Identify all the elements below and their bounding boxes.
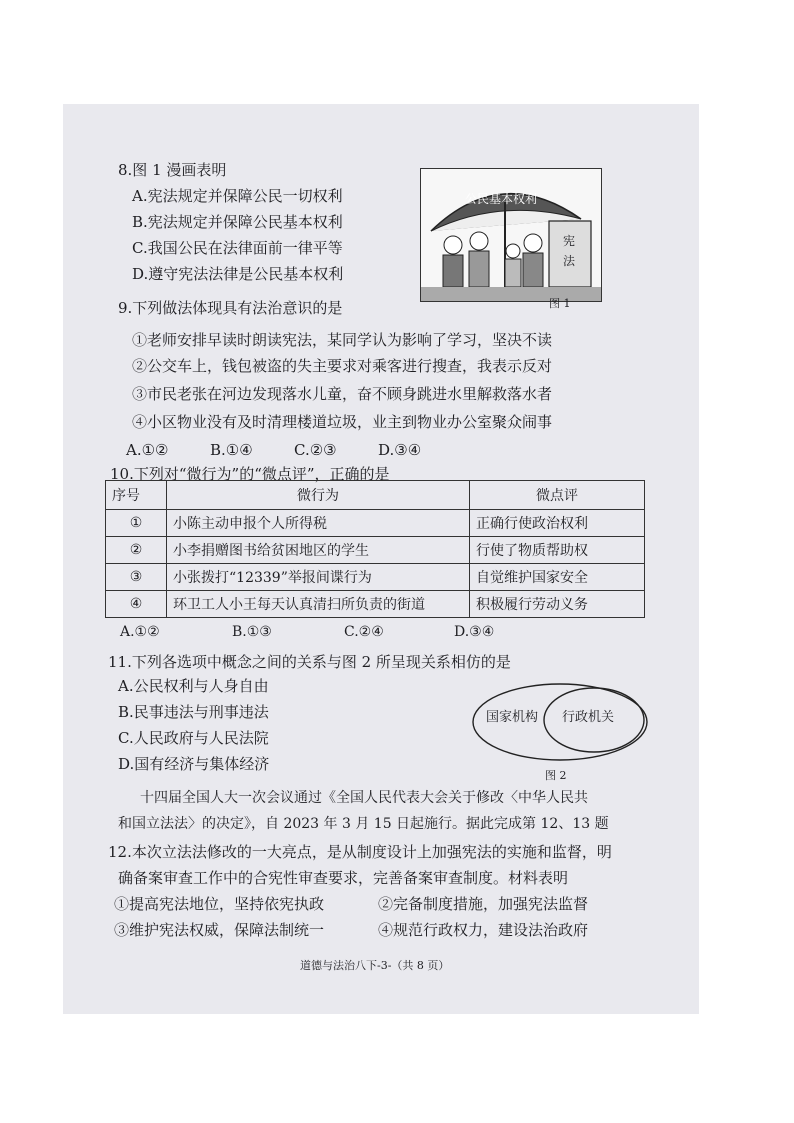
q8-option-c: C.我国公民在法律面前一律平等 [132,239,343,257]
q12-item-1: ①提高宪法地位，坚持依宪执政 [114,895,325,913]
q11-option-c: C.人民政府与人民法院 [118,729,269,747]
q12-item-4: ④规范行政权力，建设法治政府 [378,921,589,939]
q11-stem: 11.下列各选项中概念之间的关系与图 2 所呈现关系相仿的是 [108,653,511,671]
q9-item-3: ③市民老张在河边发现落水儿童，奋不顾身跳进水里解救落水者 [132,385,553,403]
header-comment: 微点评 [470,481,645,510]
q12-stem-line-2: 确备案审查工作中的合宪性审查要求，完善备案审查制度。材料表明 [118,869,569,887]
row-behavior: 小张拨打“12339”举报间谍行为 [167,564,470,591]
q11-option-d: D.国有经济与集体经济 [118,755,270,773]
q9-stem: 9.下列做法体现具有法治意识的是 [118,299,343,317]
row-index: ① [106,510,167,537]
figure-2-caption: 图 2 [545,769,567,782]
table-row [106,564,645,591]
q10-choice-a: A.①② [120,624,160,640]
q9-item-1: ①老师安排早读时朗读宪法，某同学认为影响了学习，坚决不读 [132,331,553,349]
book-label-1: 宪 [563,234,576,248]
q11-option-b: B.民事违法与刑事违法 [118,703,269,721]
q9-choice-b: B.①④ [210,441,253,459]
q10-table [105,480,645,618]
q10-choice-d: D.③④ [454,624,495,640]
row-comment: 正确行使政治权利 [470,510,645,537]
q10-stem: 10.下列对“微行为”的“微点评”，正确的是 [110,465,390,483]
row-index: ④ [106,591,167,618]
q9-item-4: ④小区物业没有及时清理楼道垃圾，业主到物业办公室聚众闹事 [132,413,553,431]
table-row [106,537,645,564]
q10-choice-b: B.①③ [232,624,272,640]
row-behavior: 小陈主动申报个人所得税 [167,510,470,537]
venn-outer-label: 国家机构 [486,710,539,725]
row-index: ② [106,537,167,564]
header-index: 序号 [106,481,167,510]
table-row [106,510,645,537]
figure-1-cartoon [420,168,602,302]
q8-stem: 8.图 1 漫画表明 [118,161,227,179]
q12-item-3: ③维护宪法权威，保障法制统一 [114,921,325,939]
row-index: ③ [106,564,167,591]
q8-option-d: D.遵守宪法法律是公民基本权利 [132,265,344,283]
row-comment: 积极履行劳动义务 [470,591,645,618]
material-line-1: 十四届全国人大一次会议通过《全国人民代表大会关于修改〈中华人民共 [140,790,588,806]
q8-option-b: B.宪法规定并保障公民基本权利 [132,213,343,231]
q12-stem-line-1: 12.本次立法法修改的一大亮点，是从制度设计上加强宪法的实施和监督，明 [108,843,612,861]
q11-option-a: A.公民权利与人身自由 [118,677,269,695]
venn-inner-label: 行政机关 [562,710,615,725]
row-behavior: 小李捐赠图书给贫困地区的学生 [167,537,470,564]
q9-choice-d: D.③④ [378,441,422,459]
q10-choice-c: C.②④ [344,624,384,640]
umbrella-label: 公民基本权利 [465,192,538,206]
q8-option-a: A.宪法规定并保障公民一切权利 [132,187,343,205]
q9-choice-a: A.①② [126,441,169,459]
header-behavior: 微行为 [167,481,470,510]
figure-2-venn-diagram [470,680,650,764]
row-comment: 行使了物质帮助权 [470,537,645,564]
q9-item-2: ②公交车上，钱包被盗的失主要求对乘客进行搜查，我表示反对 [132,357,553,375]
book-label-2: 法 [563,254,576,268]
page-footer: 道德与法治八下-3-（共 8 页） [300,959,450,972]
table-header-row [106,481,645,510]
q9-choice-c: C.②③ [294,441,337,459]
q12-item-2: ②完备制度措施，加强宪法监督 [378,895,589,913]
row-behavior: 环卫工人小王每天认真清扫所负责的街道 [167,591,470,618]
figure-1-caption: 图 1 [549,297,571,310]
row-comment: 自觉维护国家安全 [470,564,645,591]
material-line-2: 和国立法法〉的决定》，自 2023 年 3 月 15 日起施行。据此完成第 12、13 题 [118,816,609,832]
table-row [106,591,645,618]
